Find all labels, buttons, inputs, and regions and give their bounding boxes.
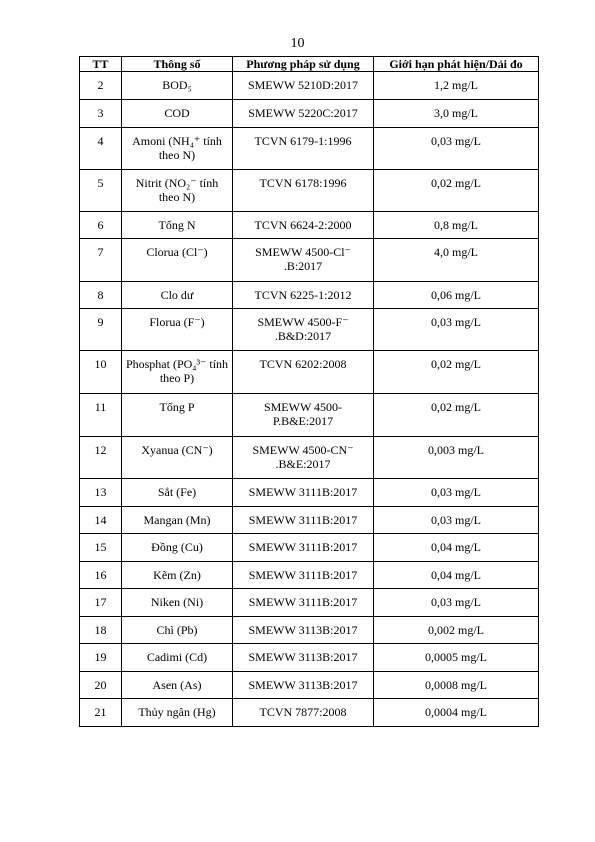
- row-number: 19: [80, 644, 122, 672]
- method-cell: TCVN 6178:1996: [233, 170, 374, 212]
- limit-cell: 3,0 mg/L: [374, 100, 539, 128]
- table-row: [80, 534, 539, 562]
- limit-cell: 0,003 mg/L: [374, 437, 539, 479]
- parameter-cell: Kẽm (Zn): [122, 562, 233, 589]
- parameter-cell: Clo dư: [122, 282, 233, 309]
- table-row: [80, 239, 539, 282]
- limit-cell: 0,03 mg/L: [374, 309, 539, 351]
- limit-cell: 0,8 mg/L: [374, 212, 539, 239]
- parameter-cell: Florua (F⁻): [122, 309, 233, 351]
- method-cell: SMEWW 4500-Cl⁻ .B:2017: [233, 239, 374, 282]
- parameter-cell: Tổng N: [122, 212, 233, 239]
- table-row: [80, 699, 539, 727]
- row-number: 13: [80, 479, 122, 507]
- limit-cell: 0,04 mg/L: [374, 534, 539, 562]
- table-row: [80, 170, 539, 212]
- parameter-cell: Chì (Pb): [122, 617, 233, 644]
- row-number: 20: [80, 672, 122, 699]
- row-number: 2: [80, 72, 122, 100]
- row-number: 5: [80, 170, 122, 212]
- method-cell: SMEWW 3111B:2017: [233, 507, 374, 534]
- method-cell: TCVN 7877:2008: [233, 699, 374, 727]
- limit-cell: 0,002 mg/L: [374, 617, 539, 644]
- table-row: [80, 100, 539, 128]
- table-row: [80, 282, 539, 309]
- method-cell: SMEWW 4500-CN⁻ .B&E:2017: [233, 437, 374, 479]
- limit-cell: 0,02 mg/L: [374, 170, 539, 212]
- row-number: 7: [80, 239, 122, 282]
- limit-cell: 1,2 mg/L: [374, 72, 539, 100]
- table-row: [80, 644, 539, 672]
- table-row: [80, 589, 539, 617]
- table-row: [80, 394, 539, 437]
- limit-cell: 0,02 mg/L: [374, 351, 539, 394]
- table-row: [80, 479, 539, 507]
- table-row: [80, 672, 539, 699]
- table-row: [80, 507, 539, 534]
- table-row: [80, 617, 539, 644]
- row-number: 11: [80, 394, 122, 437]
- limit-cell: 0,04 mg/L: [374, 562, 539, 589]
- table-row: [80, 351, 539, 394]
- method-cell: SMEWW 3111B:2017: [233, 479, 374, 507]
- limit-cell: 0,03 mg/L: [374, 507, 539, 534]
- limit-cell: 0,0005 mg/L: [374, 644, 539, 672]
- row-number: 14: [80, 507, 122, 534]
- method-cell: SMEWW 3111B:2017: [233, 534, 374, 562]
- method-cell: TCVN 6202:2008: [233, 351, 374, 394]
- method-cell: TCVN 6225-1:2012: [233, 282, 374, 309]
- limit-cell: 0,03 mg/L: [374, 128, 539, 170]
- method-cell: SMEWW 3113B:2017: [233, 617, 374, 644]
- parameter-cell: Phosphat (PO₄³⁻ tính theo P): [122, 351, 233, 394]
- parameter-cell: Niken (Ni): [122, 589, 233, 617]
- header-tt: TT: [80, 57, 122, 72]
- limit-cell: 0,06 mg/L: [374, 282, 539, 309]
- parameter-table: [79, 56, 539, 727]
- parameter-cell: Nitrit (NO₂⁻ tính theo N): [122, 170, 233, 212]
- parameter-cell: Asen (As): [122, 672, 233, 699]
- parameter-cell: BOD₅: [122, 72, 233, 100]
- limit-cell: 0,02 mg/L: [374, 394, 539, 437]
- method-cell: SMEWW 4500-F⁻ .B&D:2017: [233, 309, 374, 351]
- parameter-cell: Mangan (Mn): [122, 507, 233, 534]
- page-number: 10: [290, 36, 305, 51]
- row-number: 21: [80, 699, 122, 727]
- limit-cell: 0,03 mg/L: [374, 479, 539, 507]
- row-number: 4: [80, 128, 122, 170]
- parameter-cell: Xyanua (CN⁻): [122, 437, 233, 479]
- table-row: [80, 128, 539, 170]
- parameter-cell: Clorua (Cl⁻): [122, 239, 233, 282]
- row-number: 8: [80, 282, 122, 309]
- parameter-cell: Cadimi (Cd): [122, 644, 233, 672]
- row-number: 6: [80, 212, 122, 239]
- table-header-row: [80, 57, 539, 72]
- method-cell: SMEWW 3113B:2017: [233, 644, 374, 672]
- row-number: 12: [80, 437, 122, 479]
- parameter-cell: Amoni (NH₄⁺ tính theo N): [122, 128, 233, 170]
- table-row: [80, 562, 539, 589]
- row-number: 18: [80, 617, 122, 644]
- parameter-cell: Đồng (Cu): [122, 534, 233, 562]
- table-row: [80, 212, 539, 239]
- limit-cell: 4,0 mg/L: [374, 239, 539, 282]
- method-cell: SMEWW 4500-P.B&E:2017: [233, 394, 374, 437]
- table-row: [80, 437, 539, 479]
- method-cell: SMEWW 5210D:2017: [233, 72, 374, 100]
- parameter-cell: Tổng P: [122, 394, 233, 437]
- method-cell: SMEWW 3111B:2017: [233, 589, 374, 617]
- parameter-cell: Sắt (Fe): [122, 479, 233, 507]
- parameter-cell: Thủy ngân (Hg): [122, 699, 233, 727]
- method-cell: TCVN 6624-2:2000: [233, 212, 374, 239]
- table-row: [80, 309, 539, 351]
- header-method: Phương pháp sử dụng: [233, 57, 374, 72]
- row-number: 16: [80, 562, 122, 589]
- limit-cell: 0,03 mg/L: [374, 589, 539, 617]
- limit-cell: 0,0008 mg/L: [374, 672, 539, 699]
- row-number: 10: [80, 351, 122, 394]
- limit-cell: 0,0004 mg/L: [374, 699, 539, 727]
- method-cell: SMEWW 5220C:2017: [233, 100, 374, 128]
- method-cell: SMEWW 3113B:2017: [233, 672, 374, 699]
- method-cell: SMEWW 3111B:2017: [233, 562, 374, 589]
- row-number: 15: [80, 534, 122, 562]
- header-limit: Giới hạn phát hiện/Dải đo: [374, 57, 539, 72]
- row-number: 17: [80, 589, 122, 617]
- method-cell: TCVN 6179-1:1996: [233, 128, 374, 170]
- row-number: 3: [80, 100, 122, 128]
- table-row: [80, 72, 539, 100]
- header-parameter: Thông số: [122, 57, 233, 72]
- row-number: 9: [80, 309, 122, 351]
- parameter-cell: COD: [122, 100, 233, 128]
